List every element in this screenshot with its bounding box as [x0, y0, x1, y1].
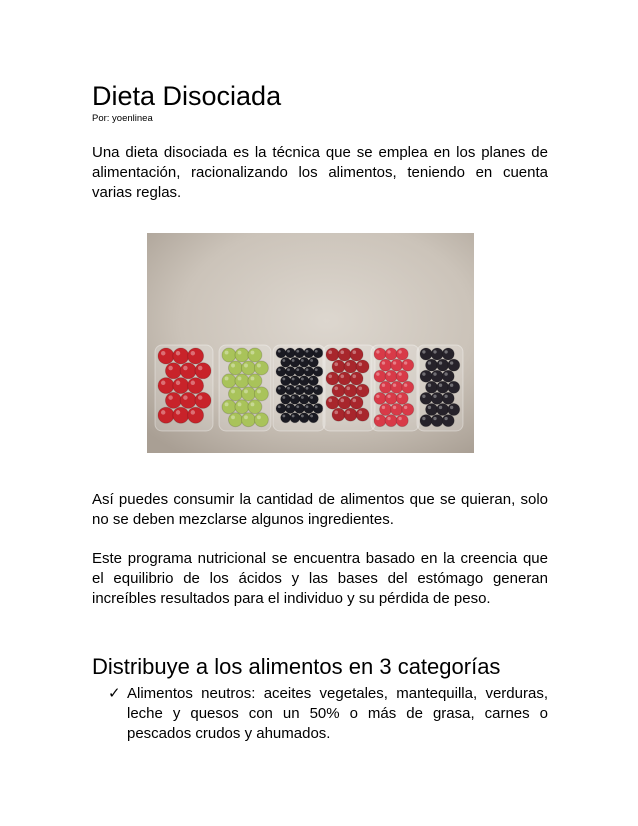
category-list	[92, 684, 548, 744]
check-icon: ✓	[108, 685, 121, 702]
byline: Por: yoenlinea	[92, 113, 153, 124]
section-heading: Distribuye a los alimentos en 3 categorías	[92, 654, 501, 679]
blackcurrants-punnet	[273, 345, 325, 431]
paragraph-program: Este programa nutricional se encuentra basado en la creencia que el equilibrio de los ácidos y las bases del estómago generan increíbles resultados para el individuo y su pérdida de peso.	[92, 550, 548, 607]
document-title: Dieta Disociada	[92, 81, 282, 111]
raspberries-punnet	[371, 345, 419, 431]
paragraph-consume: Así puedes consumir la cantidad de alimentos que se quieran, solo no se deben mezclarse algunos ingredientes.	[92, 491, 548, 528]
berries-photo	[147, 233, 474, 453]
redcurrants-punnet	[323, 345, 375, 431]
blackberries-punnet	[417, 345, 463, 431]
list-item	[92, 684, 548, 744]
list-item-text: Alimentos neutros: aceites vegetales, mantequilla, verduras, leche y quesos con un 50% o más de grasa, carnes o pescados crudos y ahumados.	[127, 685, 548, 742]
intro-paragraph: Una dieta disociada es la técnica que se emplea en los planes de alimentación, racionalizando los alimentos, teniendo en cuenta varias reglas.	[92, 144, 548, 201]
gooseberries-punnet	[219, 345, 271, 431]
strawberries-punnet	[155, 345, 213, 431]
